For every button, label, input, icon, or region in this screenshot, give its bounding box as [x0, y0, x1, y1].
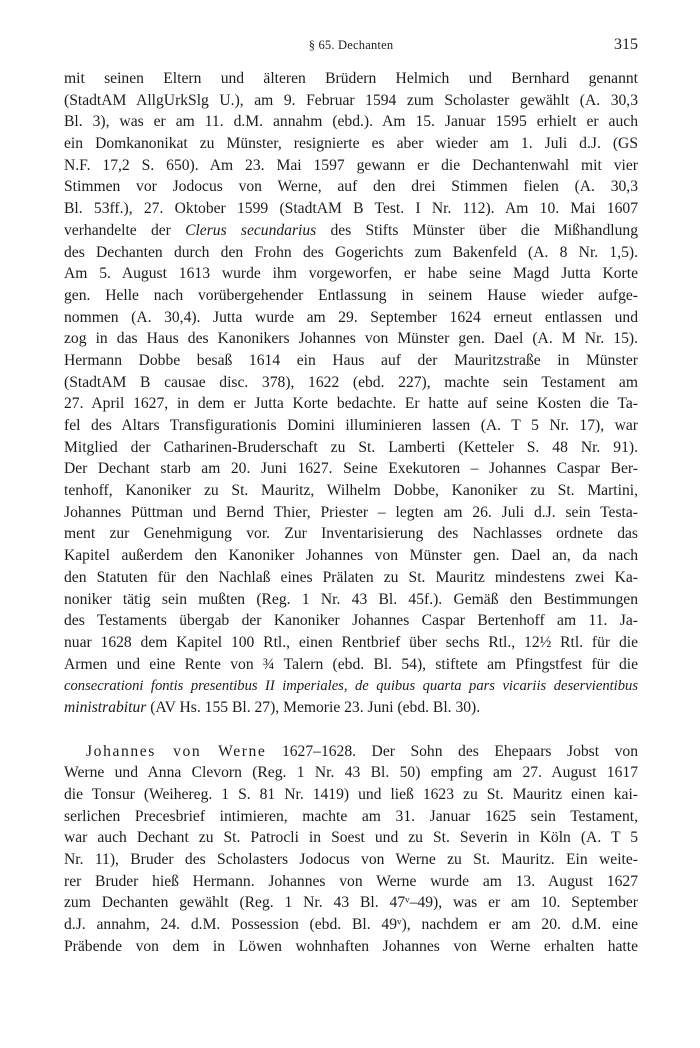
text-line: des Dechanten durch den Frohn des Gogerichts zum Bakenfeld (A. 8 Nr. 1,5).: [64, 243, 638, 261]
text-line: Werne und Anna Clevorn (Reg. 1 Nr. 43 Bl. 50) empfing am 27. August 1617: [64, 764, 638, 782]
text-line: nuar 1628 dem Kapitel 100 Rtl., einen Rentbrief über sechs Rtl., 12½ Rtl. für die: [64, 633, 638, 651]
text-line: des Testaments übergab der Kanoniker Johannes Caspar Bertenhoff am 11. Ja-: [64, 612, 638, 630]
text-line: (StadtAM AllgUrkSlg U.), am 9. Februar 1594 zum Scholaster gewählt (A. 30,3: [64, 91, 638, 109]
text-line: Hermann Dobbe besaß 1614 ein Haus auf der Mauritzstraße in Münster: [64, 351, 638, 369]
text-line: Kapitel außerdem den Kanoniker Johannes von Münster gen. Dael an, da nach: [64, 547, 638, 565]
text-line: Armen und eine Rente von ¾ Talern (ebd. Bl. 54), stiftete am Pfingstfest für die: [64, 655, 638, 673]
text-line: den Statuten für den Nachlaß eines Prälaten zu St. Mauritz mindestens zwei Ka-: [64, 568, 638, 586]
text-line: rer Bruder hieß Hermann. Johannes von Werne wurde am 13. August 1627: [64, 872, 638, 890]
text-line: [64, 741, 638, 763]
text-line: [64, 697, 638, 719]
text-line: Mitglied der Catharinen-Bruderschaft zu St. Lamberti (Ketteler S. 48 Nr. 91).: [64, 438, 638, 456]
text-line: Bl. 3), was er am 11. d.M. annahm (ebd.). Am 15. Januar 1595 erhielt er auch: [64, 113, 638, 131]
italic-term: Clerus secundarius: [185, 221, 317, 239]
text-line: ein Domkanonikat zu Münster, resignierte es aber wieder am 1. Juli d.J. (GS: [64, 135, 638, 153]
paragraph-johannes-von-werne: [64, 741, 638, 958]
paragraph-gap: [64, 719, 638, 741]
text-run: verhandelte der: [64, 221, 186, 239]
latin-quotation: ministrabitur: [64, 698, 147, 716]
text-line: Stimmen vor Jodocus von Werne, auf den drei Stimmen fielen (A. 30,3: [64, 178, 638, 196]
text-line: zum Dechanten gewählt (Reg. 1 Nr. 43 Bl. 47ᵛ–49), was er am 10. September: [64, 894, 638, 912]
text-line: Johannes Püttman und Bernd Thier, Priester – legten am 26. Juli d.J. sein Testa-: [64, 503, 638, 521]
paragraph-hermann-dobbe: [64, 68, 638, 719]
text-line: (StadtAM B causae disc. 378), 1622 (ebd. 227), machte sein Testament am: [64, 373, 638, 391]
text-line: ment zur Genehmigung vor. Zur Inventarisierung des Nachlasses ordnete das: [64, 525, 638, 543]
text-line: fel des Altars Transfigurationis Domini illuminieren lassen (A. T 5 Nr. 17), war: [64, 417, 638, 434]
text-line: serlichen Precesbrief intimieren, machte am 31. Januar 1625 sein Testament,: [64, 807, 638, 825]
text-run: (AV Hs. 155 Bl. 27), Memorie 23. Juni (ebd. Bl. 30).: [146, 698, 481, 716]
latin-quotation: consecrationi fontis presentibus II imperiales, de quibus quarta pars vicariis deservientibus: [64, 678, 638, 695]
text-line: noniker tätig sein mußten (Reg. 1 Nr. 43 Bl. 45f.). Gemäß den Bestimmungen: [64, 590, 638, 608]
text-run: des Stifts Münster über die Mißhandlung: [316, 221, 638, 239]
text-line: gen. Helle nach vorübergehender Entlassung in seinem Hause wieder aufge-: [64, 286, 638, 304]
text-line: Am 5. August 1613 wurde ihm vorgeworfen, er habe seine Magd Jutta Korte: [64, 265, 638, 283]
text-line: Der Dechant starb am 20. Juni 1627. Seine Exekutoren – Johannes Caspar Ber-: [64, 460, 638, 478]
text-line: nommen (A. 30,4). Jutta wurde am 29. September 1624 erneut entlassen und: [64, 308, 638, 326]
text-line: Nr. 11), Bruder des Scholasters Jodocus von Werne zu St. Mauritz. Ein weite-: [64, 851, 638, 869]
text-line: tenhoff, Kanoniker zu St. Mauritz, Wilhelm Dobbe, Kanoniker zu St. Martini,: [64, 482, 638, 500]
text-line: Präbende von dem in Löwen wohnhaften Johannes von Werne erhalten hatte: [64, 937, 638, 955]
entry-heading-name: Johannes von Werne: [86, 742, 267, 760]
running-title: § 65. Dechanten: [308, 38, 394, 52]
text-line: die Tonsur (Weihereg. 1 S. 81 Nr. 1419) und ließ 1623 zu St. Mauritz einen kai-: [64, 786, 638, 803]
text-line: Bl. 53ff.), 27. Oktober 1599 (StadtAM B Test. I Nr. 112). Am 10. Mai 1607: [64, 200, 638, 218]
text-run: 1627–1628. Der Sohn des Ehepaars Jobst von: [266, 742, 638, 760]
text-line: [64, 675, 638, 697]
running-head: [64, 38, 638, 58]
text-line: zog in das Haus des Kanonikers Johannes von Münster gen. Dael (A. M Nr. 15).: [64, 330, 638, 348]
text-line: d.J. annahm, 24. d.M. Possession (ebd. Bl. 49ᵛ), nachdem er am 20. d.M. eine: [64, 916, 638, 934]
text-line: [64, 220, 638, 242]
text-line: mit seinen Eltern und älteren Brüdern Helmich und Bernhard genannt: [64, 70, 638, 87]
text-line: war auch Dechant zu St. Patrocli in Soest und zu St. Severin in Köln (A. T 5: [64, 829, 638, 847]
text-line: N.F. 17,2 S. 650). Am 23. Mai 1597 gewann er die Dechantenwahl mit vier: [64, 156, 638, 174]
text-line: 27. April 1627, in dem er Jutta Korte bedachte. Er hatte auf seine Kosten die Ta-: [64, 395, 638, 413]
page-number: 315: [614, 36, 638, 53]
body-text: [64, 68, 638, 958]
